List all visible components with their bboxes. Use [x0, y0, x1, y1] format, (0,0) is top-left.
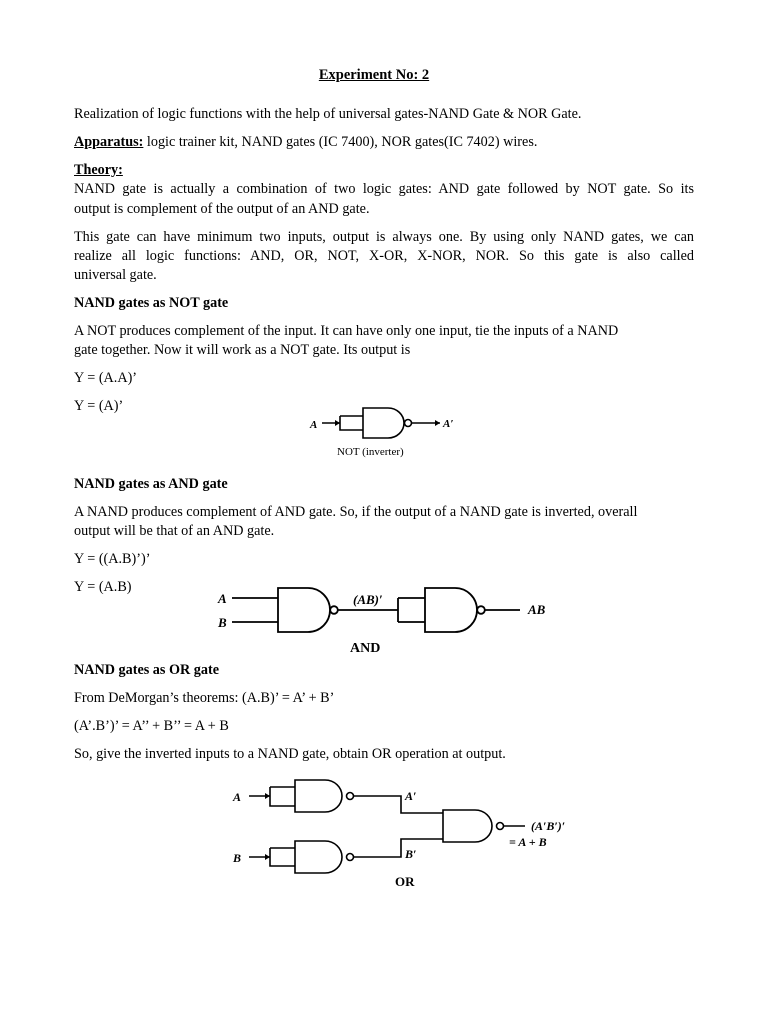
and-output-label: AB: [528, 602, 546, 617]
theory-heading: Theory:: [74, 162, 123, 178]
theory-p2-line2: realize all logic functions: AND, OR, NOT, X-OR, X-NOR, NOR. So this gate is also called: [74, 248, 694, 264]
and-eq1: Y = ((A.B)’)’: [74, 551, 151, 567]
or-line3: So, give the inverted inputs to a NAND gate, obtain OR operation at output.: [74, 746, 506, 762]
intro-text: Realization of logic functions with the help of universal gates-NAND Gate & NOR Gate.: [74, 106, 582, 122]
not-input-label: A: [310, 419, 318, 431]
theory-p1-line2: output is complement of the output of an AND gate.: [74, 201, 370, 217]
and-line1: A NAND produces complement of AND gate. So, if the output of a NAND gate is inverted, overall: [74, 504, 638, 520]
not-gate-diagram: [300, 400, 470, 462]
theory-p2-line3: universal gate.: [74, 267, 157, 283]
or-input-b-label: B: [233, 851, 242, 865]
or-line2: (A’.B’)’ = A’’ + B’’ = A + B: [74, 718, 229, 734]
and-line2: output will be that of an AND gate.: [74, 523, 275, 539]
or-input-a-label: A: [233, 790, 242, 804]
not-output-label: A′: [443, 418, 454, 430]
apparatus-text: logic trainer kit, NAND gates (IC 7400), NOR gates(IC 7402) wires.: [143, 134, 538, 150]
page-title: Experiment No: 2: [318, 67, 430, 83]
apparatus-label: Apparatus:: [74, 134, 144, 150]
and-caption: AND: [350, 641, 381, 656]
not-caption: NOT (inverter): [337, 446, 404, 458]
not-eq1: Y = (A.A)’: [74, 370, 138, 386]
theory-p2-line1: This gate can have minimum two inputs, output is always one. By using only NAND gates, we can: [74, 229, 694, 245]
and-eq2: Y = (A.B): [74, 579, 132, 595]
theory-p1-line1: NAND gate is actually a combination of two logic gates: AND gate followed by NOT gate. So its: [74, 181, 694, 197]
or-heading: NAND gates as OR gate: [74, 662, 220, 678]
not-heading: NAND gates as NOT gate: [74, 295, 229, 311]
and-input-b-label: B: [218, 615, 227, 630]
and-middle-label: (AB)′: [353, 592, 383, 607]
or-output-label-2: = A + B: [509, 835, 547, 849]
and-heading: NAND gates as AND gate: [74, 476, 228, 492]
or-caption: OR: [395, 874, 415, 889]
apparatus-line: [74, 133, 537, 152]
and-gate-diagram: [210, 580, 570, 660]
and-input-a-label: A: [218, 591, 227, 606]
not-eq2: Y = (A)’: [74, 398, 124, 414]
or-a-bar-label: A′: [405, 789, 417, 803]
or-line1: From DeMorgan’s theorems: (A.B)’ = A’ + B’: [74, 690, 335, 706]
or-output-label-1: (A′B′)′: [531, 819, 566, 833]
not-line1: A NOT produces complement of the input. It can have only one input, tie the inputs of a NAND: [74, 323, 619, 339]
or-b-bar-label: B′: [405, 847, 417, 861]
not-line2: gate together. Now it will work as a NOT gate. Its output is: [74, 342, 411, 358]
or-gate-diagram: [225, 770, 605, 895]
